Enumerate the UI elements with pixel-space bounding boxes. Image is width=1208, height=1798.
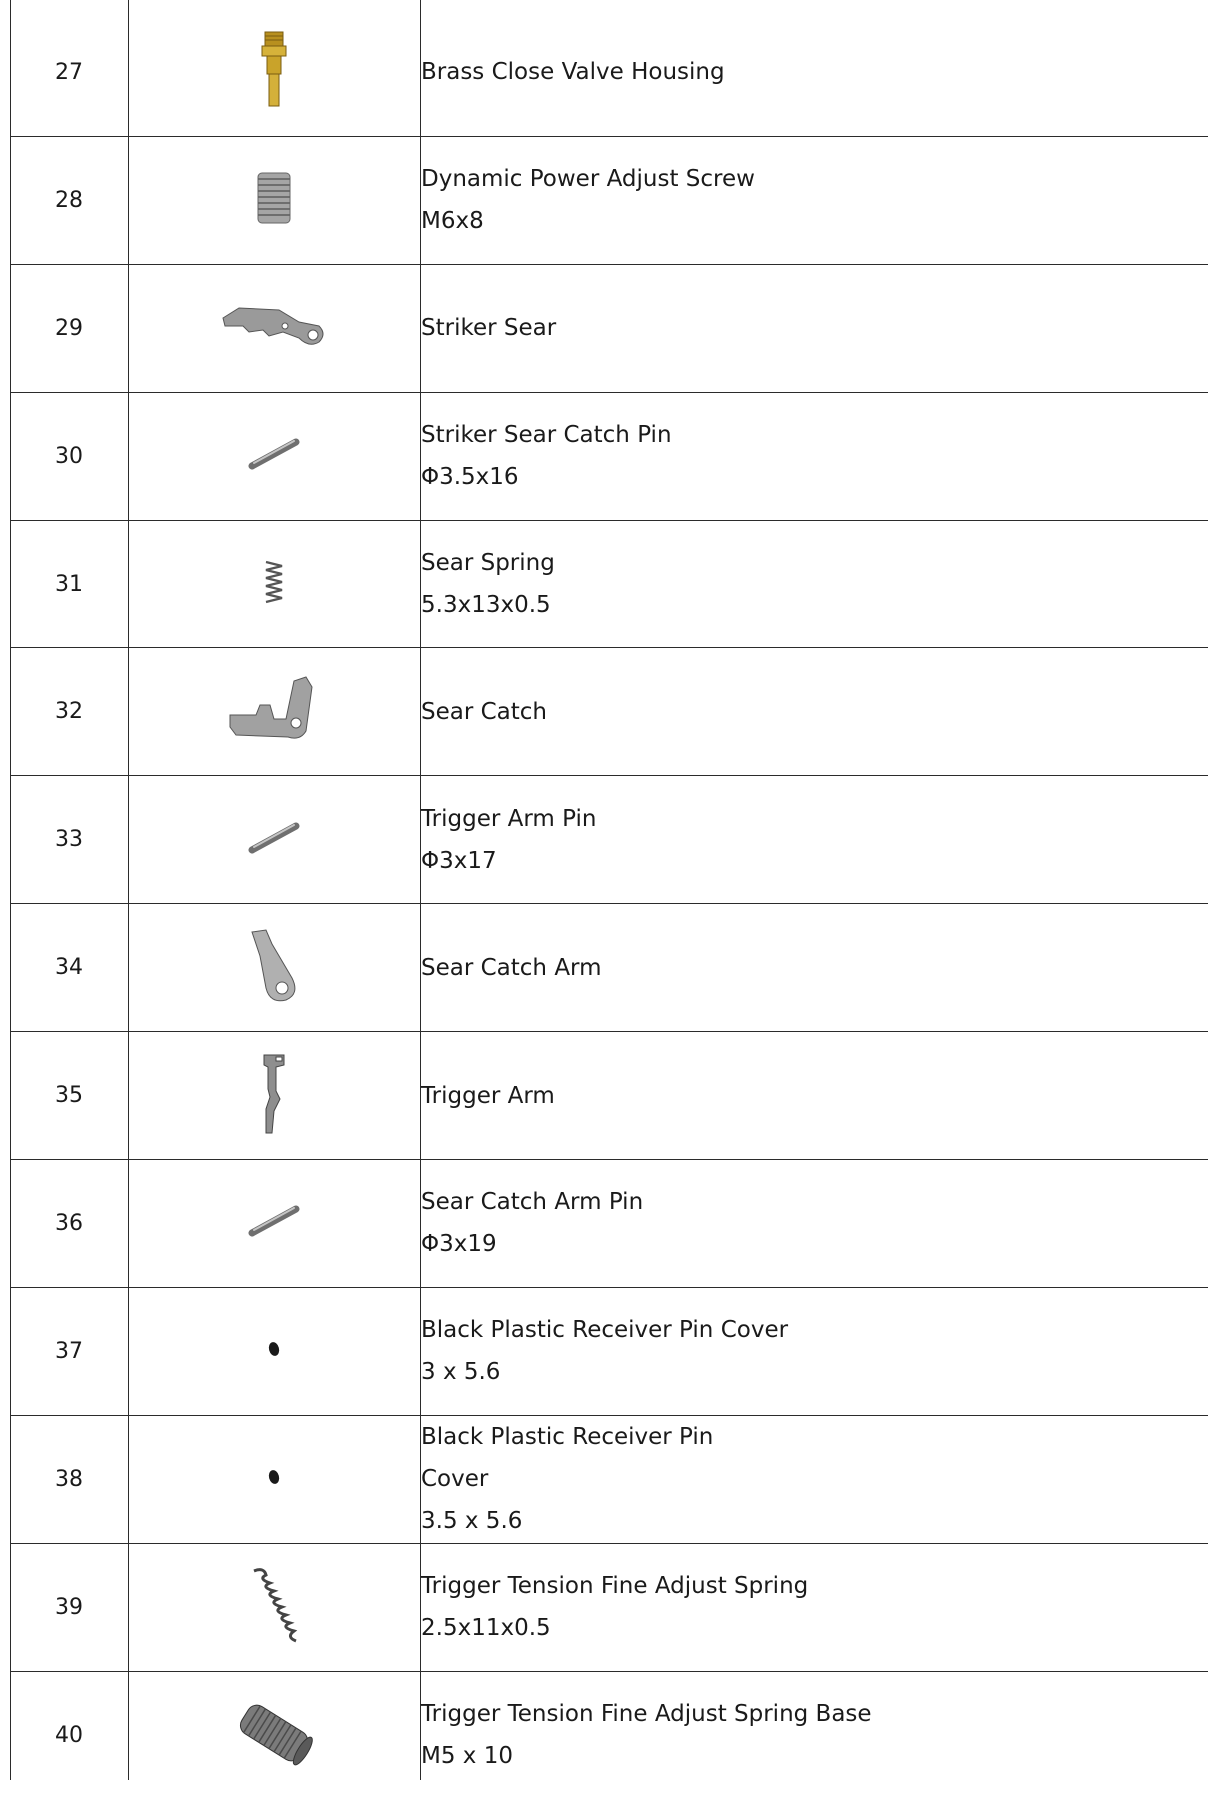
part-detail-line: Φ3.5x16 — [421, 464, 519, 491]
part-image-cell — [128, 1288, 420, 1415]
part-number: 36 — [55, 1210, 83, 1236]
table-row — [10, 9, 1208, 137]
part-number: 37 — [55, 1338, 83, 1364]
part-description — [421, 1160, 1208, 1287]
part-description — [421, 1672, 1208, 1798]
pin-cover-icon — [266, 1467, 282, 1491]
table-row — [10, 904, 1208, 1032]
part-image-cell — [128, 1672, 420, 1798]
table-row — [10, 648, 1208, 776]
part-detail-line: 3.5 x 5.6 — [421, 1508, 523, 1535]
table-row — [10, 776, 1208, 904]
part-description — [421, 904, 1208, 1031]
part-detail-line: 5.3x13x0.5 — [421, 592, 551, 618]
part-description — [421, 9, 1208, 136]
part-image-cell — [128, 1160, 420, 1287]
part-name: Trigger Arm Pin — [421, 805, 597, 832]
part-name: Sear Catch Arm — [421, 954, 602, 981]
part-image-cell — [128, 265, 420, 392]
part-name: Brass Close Valve Housing — [421, 59, 725, 86]
striker-sear-icon — [219, 302, 329, 354]
part-description — [421, 648, 1208, 775]
trigger-arm-icon — [254, 1051, 294, 1141]
pin-cover-icon — [266, 1339, 282, 1363]
part-number: 40 — [55, 1722, 83, 1748]
part-description — [421, 1288, 1208, 1415]
part-description — [421, 776, 1208, 903]
part-number: 28 — [55, 187, 83, 213]
table-row — [10, 1672, 1208, 1798]
part-detail-line: M6x8 — [421, 208, 484, 235]
sear-catch-icon — [226, 675, 322, 749]
part-name: Trigger Tension Fine Adjust Spring — [421, 1573, 809, 1600]
part-name: Black Plastic Receiver Pin — [421, 1424, 714, 1451]
part-description — [421, 1032, 1208, 1159]
part-image-cell — [128, 1032, 420, 1159]
part-description — [421, 393, 1208, 520]
pin-icon — [244, 1203, 304, 1243]
part-image-cell — [128, 393, 420, 520]
part-detail-line: 3 x 5.6 — [421, 1359, 501, 1386]
part-detail-line: Φ3x19 — [421, 1231, 497, 1258]
sear-catch-arm-icon — [246, 926, 302, 1010]
part-detail-line: Cover — [421, 1466, 489, 1493]
table-row — [10, 1544, 1208, 1672]
part-description — [421, 1544, 1208, 1671]
table-row — [10, 1032, 1208, 1160]
part-image-cell — [128, 776, 420, 903]
part-detail-line: 2.5x11x0.5 — [421, 1615, 551, 1642]
brass-valve-housing-icon — [254, 30, 294, 114]
small-spring-icon — [263, 558, 285, 610]
part-name: Striker Sear — [421, 315, 557, 342]
part-name: Dynamic Power Adjust Screw — [421, 166, 755, 193]
parts-table — [10, 9, 1208, 1798]
part-image-cell — [128, 137, 420, 264]
part-number: 38 — [55, 1466, 83, 1492]
part-name: Sear Catch — [421, 698, 548, 725]
pin-icon — [244, 436, 304, 476]
part-number: 39 — [55, 1594, 83, 1620]
pin-icon — [244, 820, 304, 860]
part-detail-line: M5 x 10 — [421, 1743, 513, 1770]
part-number: 32 — [55, 699, 83, 725]
part-number: 33 — [55, 827, 83, 853]
table-row — [10, 393, 1208, 521]
part-image-cell — [128, 1416, 420, 1543]
part-description — [421, 265, 1208, 392]
part-description — [421, 521, 1208, 648]
table-row — [10, 521, 1208, 649]
part-name: Trigger Tension Fine Adjust Spring Base — [421, 1701, 872, 1728]
part-name: Black Plastic Receiver Pin Cover — [421, 1317, 789, 1344]
part-number: 30 — [55, 443, 83, 469]
part-number: 29 — [55, 315, 83, 341]
part-number: 35 — [55, 1083, 83, 1109]
table-row — [10, 1416, 1208, 1544]
part-description — [421, 137, 1208, 264]
part-image-cell — [128, 1544, 420, 1671]
part-name: Sear Catch Arm Pin — [421, 1189, 644, 1216]
part-description — [421, 1416, 1208, 1543]
part-name: Sear Spring — [421, 550, 555, 576]
part-detail-line: Φ3x17 — [421, 847, 497, 874]
set-screw-icon — [252, 170, 296, 230]
table-row — [10, 1288, 1208, 1416]
table-row — [10, 265, 1208, 393]
part-image-cell — [128, 904, 420, 1031]
table-row — [10, 137, 1208, 265]
part-number: 31 — [55, 571, 83, 597]
part-name: Striker Sear Catch Pin — [421, 422, 672, 449]
part-number: 34 — [55, 955, 83, 981]
coil-spring-icon — [246, 1565, 302, 1649]
table-row — [10, 1160, 1208, 1288]
part-image-cell — [128, 521, 420, 648]
part-image-cell — [128, 648, 420, 775]
spring-base-icon — [224, 1693, 324, 1777]
part-image-cell — [128, 9, 420, 136]
part-name: Trigger Arm — [421, 1082, 555, 1109]
part-number: 27 — [55, 59, 83, 85]
